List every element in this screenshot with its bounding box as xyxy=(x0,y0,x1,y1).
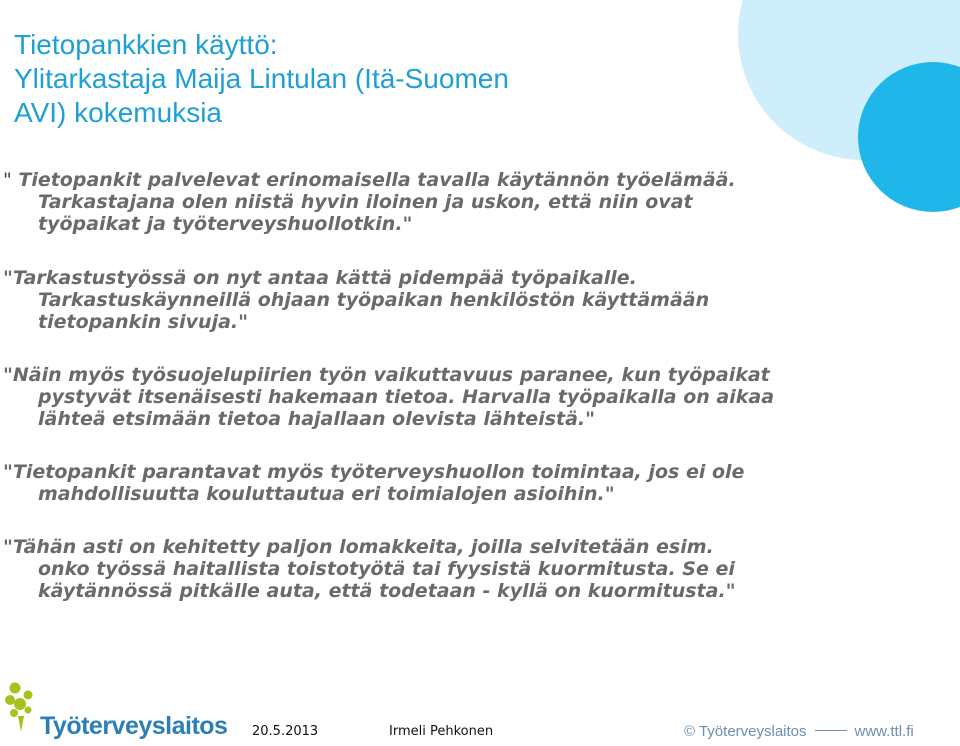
opening-quote-mark: " xyxy=(3,169,12,191)
quote-item xyxy=(3,536,736,602)
footer-author: Irmeli Pehkonen xyxy=(389,724,494,739)
slide-title xyxy=(14,28,754,130)
quote-line: "Näin myös työsuojelupiirien työn vaikuttavuus paranee, kun työpaikat xyxy=(3,364,770,386)
quote-line: Tarkastajana olen niistä hyvin iloinen ja uskon, että niin ovat xyxy=(38,191,693,213)
quote-line: "Tähän asti on kehitetty paljon lomakkeita, joilla selvitetään esim. xyxy=(3,536,714,558)
quote-line: tietopankin sivuja." xyxy=(38,311,249,333)
quote-line: onko työssä haitallista toistotyötä tai fyysistä kuormitusta. Se ei xyxy=(38,558,735,580)
footer-url[interactable]: www.ttl.fi xyxy=(854,723,914,740)
ttl-logo-icon xyxy=(4,680,40,734)
quote-line: "Tarkastustyössä on nyt antaa kättä pidempää työpaikalle. xyxy=(3,267,637,289)
copyright-symbol: © xyxy=(684,723,696,740)
quote-line: Tarkastuskäynneillä ohjaan työpaikan henkilöstön käyttämään xyxy=(38,289,710,311)
quote-line: "Tietopankit parantavat myös työterveyshuollon toimintaa, jos ei ole xyxy=(3,461,745,483)
footer-dash xyxy=(815,730,847,731)
title-line: Ylitarkastaja Maija Lintulan (Itä-Suomen xyxy=(14,63,509,94)
title-line: AVI) kokemuksia xyxy=(14,97,222,128)
quote-line: mahdollisuutta kouluttautua eri toimialojen asioihin." xyxy=(38,483,615,505)
ttl-logo xyxy=(4,680,228,740)
footer-org: Työterveyslaitos xyxy=(698,723,807,740)
quote-line: työpaikat ja työterveyshuollotkin." xyxy=(38,213,413,235)
footer xyxy=(0,680,960,746)
quote-item xyxy=(3,364,774,430)
quote-item xyxy=(3,267,709,333)
footer-date: 20.5.2013 xyxy=(252,724,319,739)
logo-text: Työterveyslaitos xyxy=(40,712,228,740)
title-line: Tietopankkien käyttö: xyxy=(14,29,278,60)
quote-line: lähteä etsimään tietoa hajallaan olevista lähteistä." xyxy=(38,408,596,430)
quote-line: käytännössä pitkälle auta, että todetaan - kyllä on kuormitusta." xyxy=(38,580,736,602)
footer-copyright xyxy=(684,723,914,740)
quote-line: Tietopankit palvelevat erinomaisella tavalla käytännön työelämää. xyxy=(11,169,736,191)
quote-item xyxy=(3,461,744,505)
quote-item xyxy=(3,169,736,235)
quote-line: pystyvät itsenäisesti hakemaan tietoa. Harvalla työpaikalla on aikaa xyxy=(38,386,775,408)
